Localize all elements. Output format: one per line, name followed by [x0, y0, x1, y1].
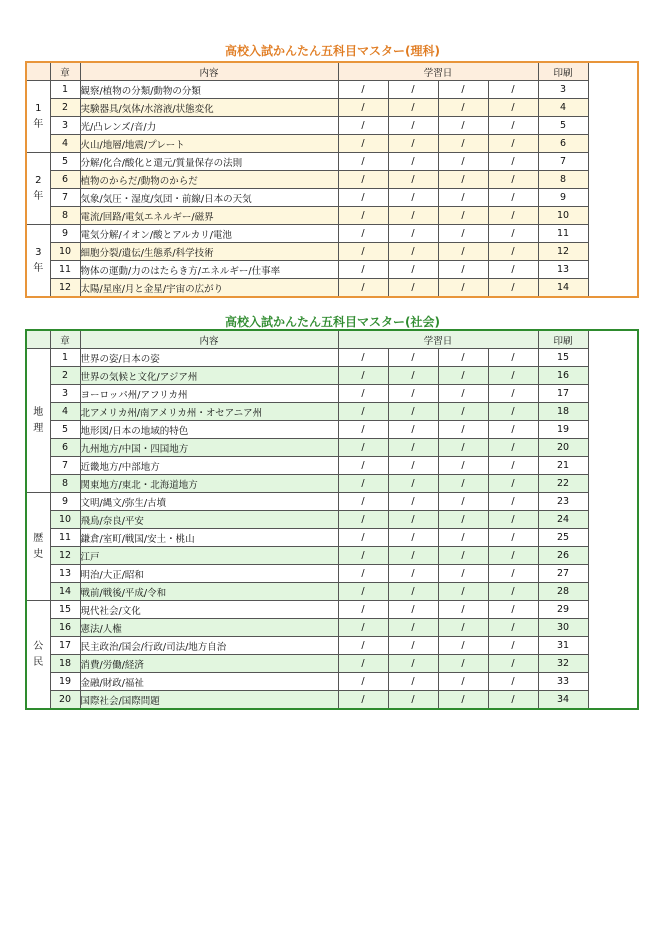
- chapter-cell: 8: [50, 207, 80, 225]
- date-slot-cell: /: [388, 135, 438, 153]
- chapter-cell: 2: [50, 367, 80, 385]
- date-slot-cell: /: [388, 261, 438, 279]
- chapter-cell: 6: [50, 439, 80, 457]
- date-slot-cell: /: [338, 81, 388, 99]
- date-slot-cell: /: [338, 261, 388, 279]
- header-study-date: 学習日: [338, 62, 538, 81]
- date-slot-cell: /: [488, 583, 538, 601]
- date-slot-cell: /: [438, 457, 488, 475]
- print-page-cell: 8: [538, 171, 588, 189]
- table-row: [26, 349, 638, 367]
- date-slot-cell: /: [388, 547, 438, 565]
- content-cell: 現代社会/文化: [80, 601, 338, 619]
- content-cell: 関東地方/東北・北海道地方: [80, 475, 338, 493]
- date-slot-cell: /: [338, 457, 388, 475]
- chapter-cell: 4: [50, 403, 80, 421]
- chapter-cell: 12: [50, 547, 80, 565]
- date-slot-cell: /: [388, 655, 438, 673]
- date-slot-cell: /: [438, 493, 488, 511]
- content-cell: 電気分解/イオン/酸とアルカリ/電池: [80, 225, 338, 243]
- date-slot-cell: /: [438, 171, 488, 189]
- print-page-cell: 7: [538, 153, 588, 171]
- table-row: [26, 421, 638, 439]
- header-study-date: 学習日: [338, 330, 538, 349]
- content-cell: 実験器具/気体/水溶液/状態変化: [80, 99, 338, 117]
- chapter-cell: 20: [50, 691, 80, 710]
- group-label-char: 2: [35, 174, 42, 186]
- table-row: [26, 691, 638, 710]
- date-slot-cell: /: [488, 243, 538, 261]
- date-slot-cell: /: [388, 403, 438, 421]
- content-cell: 世界の気候と文化/アジア州: [80, 367, 338, 385]
- date-slot-cell: /: [438, 279, 488, 298]
- date-slot-cell: /: [488, 81, 538, 99]
- date-slot-cell: /: [488, 565, 538, 583]
- chapter-cell: 9: [50, 225, 80, 243]
- date-slot-cell: /: [338, 153, 388, 171]
- group-label-char: 民: [33, 656, 44, 668]
- chapter-cell: 2: [50, 99, 80, 117]
- print-page-cell: 14: [538, 279, 588, 298]
- header-chapter: 章: [50, 330, 80, 349]
- group-label-char: 年: [33, 190, 44, 202]
- content-cell: 気象/気圧・湿度/気団・前線/日本の天気: [80, 189, 338, 207]
- table-row: [26, 367, 638, 385]
- date-slot-cell: /: [388, 81, 438, 99]
- date-slot-cell: /: [338, 547, 388, 565]
- date-slot-cell: /: [338, 583, 388, 601]
- date-slot-cell: /: [438, 349, 488, 367]
- social-title: 高校入試かんたん五科目マスター(社会): [225, 315, 440, 329]
- table-row: [26, 565, 638, 583]
- print-page-cell: 10: [538, 207, 588, 225]
- social-header-row: [26, 330, 638, 349]
- date-slot-cell: /: [388, 385, 438, 403]
- date-slot-cell: /: [488, 691, 538, 710]
- chapter-cell: 11: [50, 261, 80, 279]
- content-cell: 電流/回路/電気エネルギー/磁界: [80, 207, 338, 225]
- date-slot-cell: /: [388, 583, 438, 601]
- date-slot-cell: /: [438, 601, 488, 619]
- date-slot-cell: /: [488, 225, 538, 243]
- date-slot-cell: /: [388, 153, 438, 171]
- date-slot-cell: /: [388, 475, 438, 493]
- date-slot-cell: /: [338, 117, 388, 135]
- date-slot-cell: /: [438, 673, 488, 691]
- date-slot-cell: /: [388, 189, 438, 207]
- chapter-cell: 1: [50, 349, 80, 367]
- date-slot-cell: /: [388, 171, 438, 189]
- group-label-char: 理: [33, 422, 44, 434]
- date-slot-cell: /: [338, 655, 388, 673]
- date-slot-cell: /: [338, 367, 388, 385]
- print-page-cell: 4: [538, 99, 588, 117]
- table-row: [26, 225, 638, 243]
- date-slot-cell: /: [388, 619, 438, 637]
- date-slot-cell: /: [338, 511, 388, 529]
- print-page-cell: 3: [538, 81, 588, 99]
- science-header-row: [26, 62, 638, 81]
- print-page-cell: 19: [538, 421, 588, 439]
- date-slot-cell: /: [488, 673, 538, 691]
- date-slot-cell: /: [388, 225, 438, 243]
- date-slot-cell: /: [438, 243, 488, 261]
- print-page-cell: 33: [538, 673, 588, 691]
- table-row: [26, 99, 638, 117]
- print-page-cell: 25: [538, 529, 588, 547]
- content-cell: 分解/化合/酸化と還元/質量保存の法則: [80, 153, 338, 171]
- print-page-cell: 26: [538, 547, 588, 565]
- header-print: 印刷: [538, 62, 588, 81]
- date-slot-cell: /: [488, 475, 538, 493]
- date-slot-cell: /: [488, 421, 538, 439]
- group-label-char: 年: [33, 118, 44, 130]
- content-cell: 江戸: [80, 547, 338, 565]
- date-slot-cell: /: [338, 673, 388, 691]
- table-row: [26, 135, 638, 153]
- date-slot-cell: /: [438, 583, 488, 601]
- print-page-cell: 12: [538, 243, 588, 261]
- print-page-cell: 18: [538, 403, 588, 421]
- date-slot-cell: /: [338, 225, 388, 243]
- print-page-cell: 20: [538, 439, 588, 457]
- date-slot-cell: /: [438, 81, 488, 99]
- date-slot-cell: /: [338, 189, 388, 207]
- chapter-cell: 5: [50, 153, 80, 171]
- date-slot-cell: /: [488, 367, 538, 385]
- date-slot-cell: /: [488, 493, 538, 511]
- date-slot-cell: /: [488, 385, 538, 403]
- table-row: [26, 673, 638, 691]
- group-label: [26, 81, 50, 153]
- group-label-char: 公: [33, 640, 44, 652]
- date-slot-cell: /: [438, 637, 488, 655]
- group-label: [26, 493, 50, 601]
- date-slot-cell: /: [488, 153, 538, 171]
- chapter-cell: 10: [50, 511, 80, 529]
- date-slot-cell: /: [438, 385, 488, 403]
- date-slot-cell: /: [388, 349, 438, 367]
- table-row: [26, 207, 638, 225]
- date-slot-cell: /: [488, 619, 538, 637]
- table-row: [26, 385, 638, 403]
- chapter-cell: 12: [50, 279, 80, 298]
- content-cell: 世界の姿/日本の姿: [80, 349, 338, 367]
- date-slot-cell: /: [388, 673, 438, 691]
- content-cell: 九州地方/中国・四国地方: [80, 439, 338, 457]
- print-page-cell: 28: [538, 583, 588, 601]
- date-slot-cell: /: [488, 601, 538, 619]
- print-page-cell: 29: [538, 601, 588, 619]
- table-row: [26, 547, 638, 565]
- social-table: [25, 329, 639, 710]
- date-slot-cell: /: [438, 189, 488, 207]
- date-slot-cell: /: [438, 153, 488, 171]
- date-slot-cell: /: [488, 135, 538, 153]
- table-row: [26, 637, 638, 655]
- content-cell: 消費/労働/経済: [80, 655, 338, 673]
- date-slot-cell: /: [488, 655, 538, 673]
- date-slot-cell: /: [338, 493, 388, 511]
- header-corner: [26, 330, 50, 349]
- date-slot-cell: /: [338, 439, 388, 457]
- print-page-cell: 13: [538, 261, 588, 279]
- date-slot-cell: /: [338, 385, 388, 403]
- group-label: [26, 349, 50, 493]
- print-page-cell: 23: [538, 493, 588, 511]
- chapter-cell: 7: [50, 457, 80, 475]
- print-page-cell: 31: [538, 637, 588, 655]
- date-slot-cell: /: [438, 207, 488, 225]
- chapter-cell: 10: [50, 243, 80, 261]
- date-slot-cell: /: [488, 117, 538, 135]
- table-row: [26, 261, 638, 279]
- date-slot-cell: /: [488, 457, 538, 475]
- header-content: 内容: [80, 62, 338, 81]
- date-slot-cell: /: [388, 439, 438, 457]
- chapter-cell: 17: [50, 637, 80, 655]
- print-page-cell: 21: [538, 457, 588, 475]
- chapter-cell: 14: [50, 583, 80, 601]
- content-cell: 物体の運動/力のはたらき方/エネルギー/仕事率: [80, 261, 338, 279]
- print-page-cell: 22: [538, 475, 588, 493]
- date-slot-cell: /: [338, 349, 388, 367]
- table-row: [26, 279, 638, 298]
- content-cell: 民主政治/国会/行政/司法/地方自治: [80, 637, 338, 655]
- table-row: [26, 439, 638, 457]
- date-slot-cell: /: [488, 99, 538, 117]
- table-row: [26, 511, 638, 529]
- date-slot-cell: /: [438, 135, 488, 153]
- date-slot-cell: /: [438, 117, 488, 135]
- date-slot-cell: /: [438, 99, 488, 117]
- content-cell: 植物のからだ/動物のからだ: [80, 171, 338, 189]
- header-content: 内容: [80, 330, 338, 349]
- content-cell: 光/凸レンズ/音/力: [80, 117, 338, 135]
- content-cell: 北アメリカ州/南アメリカ州・オセアニア州: [80, 403, 338, 421]
- header-corner: [26, 62, 50, 81]
- date-slot-cell: /: [488, 529, 538, 547]
- print-page-cell: 30: [538, 619, 588, 637]
- table-row: [26, 655, 638, 673]
- date-slot-cell: /: [488, 207, 538, 225]
- science-table: [25, 61, 639, 298]
- date-slot-cell: /: [488, 279, 538, 298]
- chapter-cell: 7: [50, 189, 80, 207]
- chapter-cell: 6: [50, 171, 80, 189]
- date-slot-cell: /: [488, 171, 538, 189]
- table-row: [26, 153, 638, 171]
- date-slot-cell: /: [488, 637, 538, 655]
- date-slot-cell: /: [438, 691, 488, 710]
- date-slot-cell: /: [438, 547, 488, 565]
- date-slot-cell: /: [338, 243, 388, 261]
- chapter-cell: 3: [50, 117, 80, 135]
- table-row: [26, 117, 638, 135]
- date-slot-cell: /: [338, 99, 388, 117]
- date-slot-cell: /: [388, 601, 438, 619]
- date-slot-cell: /: [388, 117, 438, 135]
- content-cell: 地形図/日本の地域的特色: [80, 421, 338, 439]
- print-page-cell: 5: [538, 117, 588, 135]
- date-slot-cell: /: [338, 691, 388, 710]
- date-slot-cell: /: [388, 99, 438, 117]
- date-slot-cell: /: [488, 261, 538, 279]
- science-body: [26, 81, 638, 298]
- date-slot-cell: /: [338, 637, 388, 655]
- date-slot-cell: /: [388, 207, 438, 225]
- date-slot-cell: /: [388, 279, 438, 298]
- date-slot-cell: /: [488, 403, 538, 421]
- date-slot-cell: /: [438, 403, 488, 421]
- chapter-cell: 4: [50, 135, 80, 153]
- print-page-cell: 6: [538, 135, 588, 153]
- table-row: [26, 493, 638, 511]
- table-row: [26, 243, 638, 261]
- date-slot-cell: /: [388, 457, 438, 475]
- group-label: [26, 225, 50, 298]
- chapter-cell: 13: [50, 565, 80, 583]
- content-cell: ヨーロッパ州/アフリカ州: [80, 385, 338, 403]
- print-page-cell: 17: [538, 385, 588, 403]
- group-label-char: 年: [33, 262, 44, 274]
- date-slot-cell: /: [338, 421, 388, 439]
- chapter-cell: 16: [50, 619, 80, 637]
- date-slot-cell: /: [388, 691, 438, 710]
- header-print: 印刷: [538, 330, 588, 349]
- table-row: [26, 403, 638, 421]
- date-slot-cell: /: [338, 403, 388, 421]
- table-row: [26, 583, 638, 601]
- date-slot-cell: /: [488, 547, 538, 565]
- content-cell: 観察/植物の分類/動物の分類: [80, 81, 338, 99]
- date-slot-cell: /: [338, 135, 388, 153]
- group-label: [26, 153, 50, 225]
- date-slot-cell: /: [438, 225, 488, 243]
- content-cell: 明治/大正/昭和: [80, 565, 338, 583]
- date-slot-cell: /: [488, 189, 538, 207]
- date-slot-cell: /: [438, 421, 488, 439]
- table-row: [26, 619, 638, 637]
- chapter-cell: 1: [50, 81, 80, 99]
- content-cell: 飛鳥/奈良/平安: [80, 511, 338, 529]
- date-slot-cell: /: [338, 565, 388, 583]
- print-page-cell: 34: [538, 691, 588, 710]
- date-slot-cell: /: [438, 439, 488, 457]
- content-cell: 細胞分裂/遺伝/生態系/科学技術: [80, 243, 338, 261]
- group-label: [26, 601, 50, 710]
- print-page-cell: 16: [538, 367, 588, 385]
- table-row: [26, 475, 638, 493]
- print-page-cell: 11: [538, 225, 588, 243]
- table-row: [26, 601, 638, 619]
- table-row: [26, 171, 638, 189]
- date-slot-cell: /: [388, 511, 438, 529]
- date-slot-cell: /: [388, 565, 438, 583]
- social-body: [26, 349, 638, 710]
- date-slot-cell: /: [388, 637, 438, 655]
- group-label-char: 1: [35, 102, 42, 114]
- print-page-cell: 24: [538, 511, 588, 529]
- chapter-cell: 3: [50, 385, 80, 403]
- group-label-char: 地: [33, 406, 44, 418]
- table-row: [26, 189, 638, 207]
- date-slot-cell: /: [338, 529, 388, 547]
- date-slot-cell: /: [388, 529, 438, 547]
- group-label-char: 歴: [33, 532, 44, 544]
- print-page-cell: 32: [538, 655, 588, 673]
- table-row: [26, 81, 638, 99]
- chapter-cell: 18: [50, 655, 80, 673]
- date-slot-cell: /: [438, 367, 488, 385]
- date-slot-cell: /: [438, 565, 488, 583]
- chapter-cell: 11: [50, 529, 80, 547]
- print-page-cell: 9: [538, 189, 588, 207]
- date-slot-cell: /: [388, 493, 438, 511]
- content-cell: 文明/縄文/弥生/古墳: [80, 493, 338, 511]
- group-label-char: 3: [35, 246, 42, 258]
- date-slot-cell: /: [338, 279, 388, 298]
- date-slot-cell: /: [488, 511, 538, 529]
- print-page-cell: 15: [538, 349, 588, 367]
- content-cell: 太陽/星座/月と金星/宇宙の広がり: [80, 279, 338, 298]
- chapter-cell: 19: [50, 673, 80, 691]
- science-title: 高校入試かんたん五科目マスター(理科): [225, 44, 440, 58]
- chapter-cell: 15: [50, 601, 80, 619]
- group-label-char: 史: [33, 548, 44, 560]
- date-slot-cell: /: [338, 601, 388, 619]
- content-cell: 憲法/人権: [80, 619, 338, 637]
- content-cell: 火山/地層/地震/プレート: [80, 135, 338, 153]
- date-slot-cell: /: [388, 367, 438, 385]
- date-slot-cell: /: [438, 511, 488, 529]
- content-cell: 近畿地方/中部地方: [80, 457, 338, 475]
- date-slot-cell: /: [388, 421, 438, 439]
- print-page-cell: 27: [538, 565, 588, 583]
- content-cell: 鎌倉/室町/戦国/安土・桃山: [80, 529, 338, 547]
- chapter-cell: 8: [50, 475, 80, 493]
- date-slot-cell: /: [338, 207, 388, 225]
- content-cell: 戦前/戦後/平成/令和: [80, 583, 338, 601]
- content-cell: 国際社会/国際問題: [80, 691, 338, 710]
- date-slot-cell: /: [488, 349, 538, 367]
- date-slot-cell: /: [438, 475, 488, 493]
- date-slot-cell: /: [438, 655, 488, 673]
- chapter-cell: 5: [50, 421, 80, 439]
- table-row: [26, 529, 638, 547]
- content-cell: 金融/財政/福祉: [80, 673, 338, 691]
- chapter-cell: 9: [50, 493, 80, 511]
- date-slot-cell: /: [438, 261, 488, 279]
- date-slot-cell: /: [338, 171, 388, 189]
- date-slot-cell: /: [438, 529, 488, 547]
- date-slot-cell: /: [338, 475, 388, 493]
- date-slot-cell: /: [488, 439, 538, 457]
- date-slot-cell: /: [338, 619, 388, 637]
- date-slot-cell: /: [438, 619, 488, 637]
- table-row: [26, 457, 638, 475]
- date-slot-cell: /: [388, 243, 438, 261]
- header-chapter: 章: [50, 62, 80, 81]
